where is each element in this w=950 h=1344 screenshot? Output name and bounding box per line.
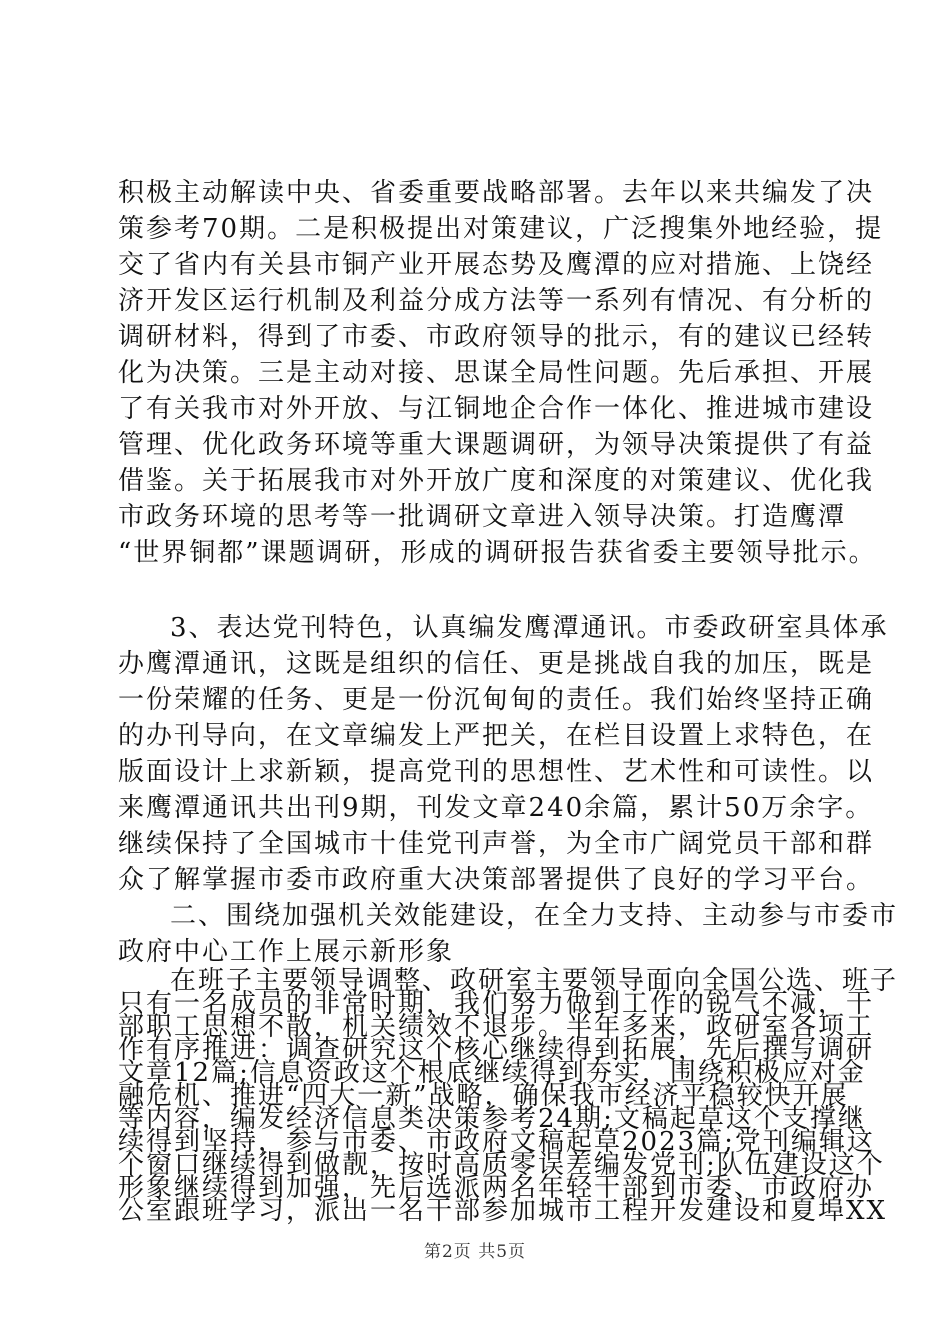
- text-line: 只有一名成员的非常时期，我们努力做到工作的锐气不减，干: [118, 989, 875, 1019]
- text-line: 管理、优化政务环境等重大课题调研，为领导决策提供了有益: [118, 430, 875, 460]
- text-line: 济开发区运行机制及利益分成方法等一系列有情况、有分析的: [118, 286, 875, 316]
- text-line: 交了省内有关县市铜产业开展态势及鹰潭的应对措施、上饶经: [118, 250, 875, 280]
- page-footer: 第2页 共5页: [423, 1242, 527, 1262]
- text-line: 借鉴。关于拓展我市对外开放广度和深度的对策建议、优化我: [118, 466, 875, 496]
- text-line: 策参考70期。二是积极提出对策建议，广泛搜集外地经验，提: [118, 214, 884, 244]
- text-line: 了有关我市对外开放、与江铜地企合作一体化、推进城市建设: [118, 394, 875, 424]
- text-line: 积极主动解读中央、省委重要战略部署。去年以来共编发了决: [118, 178, 875, 208]
- text-line: 等内容，编发经济信息类决策参考24期;文稿起草这个支撑继: [118, 1104, 866, 1134]
- text-line: 版面设计上求新颖，提高党刊的思想性、艺术性和可读性。以: [118, 757, 875, 787]
- text-line: 3、表达党刊特色，认真编发鹰潭通讯。市委政研室具体承: [170, 613, 889, 643]
- text-line: 作有序推进：调查研究这个核心继续得到拓展，先后撰写调研: [118, 1035, 875, 1065]
- text-line: 众了解掌握市委市政府重大决策部署提供了良好的学习平台。: [118, 865, 875, 895]
- text-line: 文章12篇;信息资政这个根底继续得到夯实，围绕积极应对金: [118, 1058, 866, 1088]
- text-line: 个窗口继续得到做靓，按时高质零误差编发党刊;队伍建设这个: [118, 1150, 885, 1180]
- text-line: “世界铜都”课题调研，形成的调研报告获省委主要领导批示。: [118, 538, 877, 568]
- text-line: 化为决策。三是主动对接、思谋全局性问题。先后承担、开展: [118, 358, 875, 388]
- text-line: 调研材料，得到了市委、市政府领导的批示，有的建议已经转: [118, 322, 875, 352]
- text-line: 续得到坚持，参与市委、市政府文稿起草2023篇;党刊编辑这: [118, 1127, 875, 1157]
- text-line: 形象继续得到加强，先后选派两名年轻干部到市委、市政府办: [118, 1173, 875, 1203]
- text-line: 的办刊导向，在文章编发上严把关，在栏目设置上求特色，在: [118, 721, 875, 751]
- text-line: 公室跟班学习，派出一名干部参加城市工程开发建设和夏埠XX: [118, 1196, 888, 1226]
- section-heading-line: 政府中心工作上展示新形象: [118, 937, 455, 967]
- text-line: 一份荣耀的任务、更是一份沉甸甸的责任。我们始终坚持正确: [118, 685, 875, 715]
- text-line: 在班子主要领导调整、政研室主要领导面向全国公选、班子: [170, 966, 899, 996]
- text-line: 来鹰潭通讯共出刊9期，刊发文章240余篇，累计50万余字。: [118, 793, 874, 823]
- text-line: 市政务环境的思考等一批调研文章进入领导决策。打造鹰潭: [118, 502, 847, 532]
- text-line: 部职工思想不散，机关绩效不退步。半年多来，政研室各项工: [118, 1012, 875, 1042]
- text-line: 办鹰潭通讯，这既是组织的信任、更是挑战自我的加压，既是: [118, 649, 875, 679]
- text-line: 继续保持了全国城市十佳党刊声誉，为全市广阔党员干部和群: [118, 829, 875, 859]
- text-line: 融危机、推进“四大一新”战略，确保我市经济平稳较快开展: [118, 1081, 849, 1111]
- section-heading-line: 二、围绕加强机关效能建设，在全力支持、主动参与市委市: [170, 901, 899, 931]
